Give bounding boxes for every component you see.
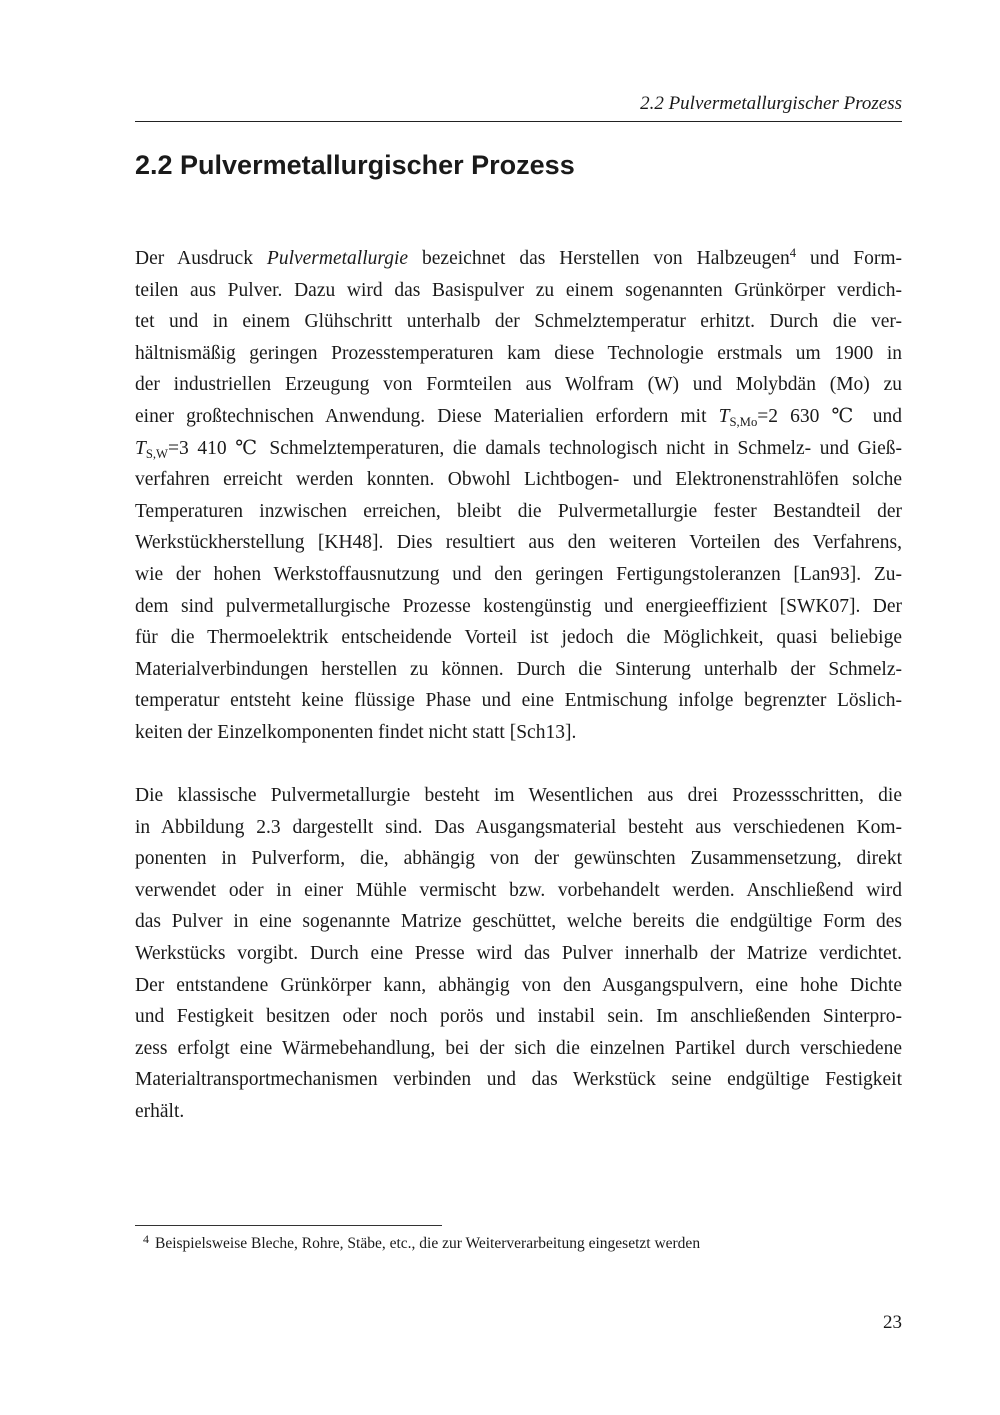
text-line: Die klassische Pulvermetallurgie besteht im Wesentlichen aus drei Prozessschritten, die bbox=[135, 785, 902, 806]
text-line: erhält. bbox=[135, 1100, 185, 1122]
text-line: in Abbildung 2.3 dargestellt sind. Das Ausgangsmaterial besteht aus verschiedenen Kom- bbox=[135, 816, 902, 838]
body-paragraph-2 bbox=[135, 780, 902, 1128]
text-line: und Festigkeit besitzen oder noch porös und instabil sein. Im anschließenden Sinterpro- bbox=[135, 1006, 902, 1028]
text-run: =3 410 ℃ Schmelztemperaturen, die damals technologisch nicht in Schmelz- und Gieß- bbox=[168, 437, 902, 459]
math-subscript: S,W bbox=[145, 446, 169, 461]
text-line: Werkstücks vorgibt. Durch eine Presse wird das Pulver innerhalb der Matrize verdichtet. bbox=[135, 942, 902, 964]
text-line bbox=[135, 243, 902, 275]
math-symbol: T bbox=[718, 405, 730, 427]
text-line: tet und in einem Glühschritt unterhalb der Schmelztemperatur erhitzt. Durch die ver- bbox=[135, 311, 902, 333]
text-line: temperatur entsteht keine flüssige Phase und eine Entmischung infolge begrenzter Löslich- bbox=[135, 690, 902, 712]
footnote-marker[interactable]: 4 bbox=[789, 246, 797, 261]
text-run: Der Ausdruck bbox=[135, 248, 267, 269]
footnote-rule bbox=[135, 1225, 442, 1226]
footnote-number: 4 bbox=[143, 1232, 149, 1246]
text-run: =2 630 ℃ und bbox=[757, 405, 902, 427]
text-line: Der entstandene Grünkörper kann, abhängig von den Ausgangspulvern, eine hohe Dichte bbox=[135, 974, 902, 996]
running-header: 2.2 Pulvermetallurgischer Prozess bbox=[640, 93, 902, 114]
footnote bbox=[143, 1228, 903, 1255]
text-run: bezeichnet das Herstellen von Halbzeugen bbox=[408, 248, 790, 269]
text-line: zess erfolgt eine Wärmebehandlung, bei der sich die einzelnen Partikel durch verschiedene bbox=[135, 1037, 902, 1059]
text-line: Werkstückherstellung [KH48]. Dies resultiert aus den weiteren Vorteilen des Verfahrens, bbox=[135, 532, 902, 554]
text-line bbox=[135, 433, 902, 465]
italic-term: Pulvermetallurgie bbox=[266, 248, 409, 269]
math-subscript: S,Mo bbox=[729, 414, 758, 429]
text-line: hältnismäßig geringen Prozesstemperaturen kam diese Technologie erstmals um 1900 in bbox=[135, 342, 902, 364]
text-line: Temperaturen inzwischen erreichen, bleibt die Pulvermetallurgie fester Bestandteil der bbox=[135, 500, 902, 522]
text-line: teilen aus Pulver. Dazu wird das Basispulver zu einem sogenannten Grünkörper verdich- bbox=[135, 279, 902, 301]
text-run: und Form- bbox=[796, 248, 903, 269]
body-paragraph-1 bbox=[135, 243, 902, 749]
text-line bbox=[135, 401, 902, 433]
text-line: wie der hohen Werkstoffausnutzung und den geringen Fertigungstoleranzen [Lan93]. Zu- bbox=[135, 563, 902, 585]
text-line: der industriellen Erzeugung von Formteilen aus Wolfram (W) und Molybdän (Mo) zu bbox=[135, 374, 902, 396]
page-number: 23 bbox=[883, 1312, 902, 1333]
text-line: verfahren erreicht werden konnten. Obwohl Lichtbogen- und Elektronenstrahlöfen solche bbox=[135, 469, 902, 491]
text-line: Materialtransportmechanismen verbinden und das Werkstück seine endgültige Festigkeit bbox=[135, 1069, 902, 1091]
footnote-text: Beispielsweise Bleche, Rohre, Stäbe, etc., die zur Weiterverarbeitung eingesetzt werden bbox=[155, 1235, 701, 1252]
text-line: keiten der Einzelkomponenten findet nicht statt [Sch13]. bbox=[135, 721, 577, 743]
text-line: das Pulver in eine sogenannte Matrize geschüttet, welche bereits die endgültige Form des bbox=[135, 911, 902, 933]
text-line: dem sind pulvermetallurgische Prozesse kostengünstig und energieeffizient [SWK07]. Der bbox=[135, 595, 902, 617]
text-run: einer großtechnischen Anwendung. Diese Materialien erfordern mit bbox=[135, 405, 719, 427]
text-line: Materialverbindungen herstellen zu können. Durch die Sinterung unterhalb der Schmelz- bbox=[135, 658, 902, 680]
section-title: 2.2 Pulvermetallurgischer Prozess bbox=[135, 150, 575, 180]
text-line: ponenten in Pulverform, die, abhängig von der gewünschten Zusammensetzung, direkt bbox=[135, 848, 902, 870]
text-line: für die Thermoelektrik entscheidende Vorteil ist jedoch die Möglichkeit, quasi beliebige bbox=[135, 627, 902, 649]
math-symbol: T bbox=[135, 437, 146, 459]
header-rule bbox=[135, 121, 902, 122]
text-line: verwendet oder in einer Mühle vermischt bzw. vorbehandelt werden. Anschließend wird bbox=[135, 879, 902, 901]
